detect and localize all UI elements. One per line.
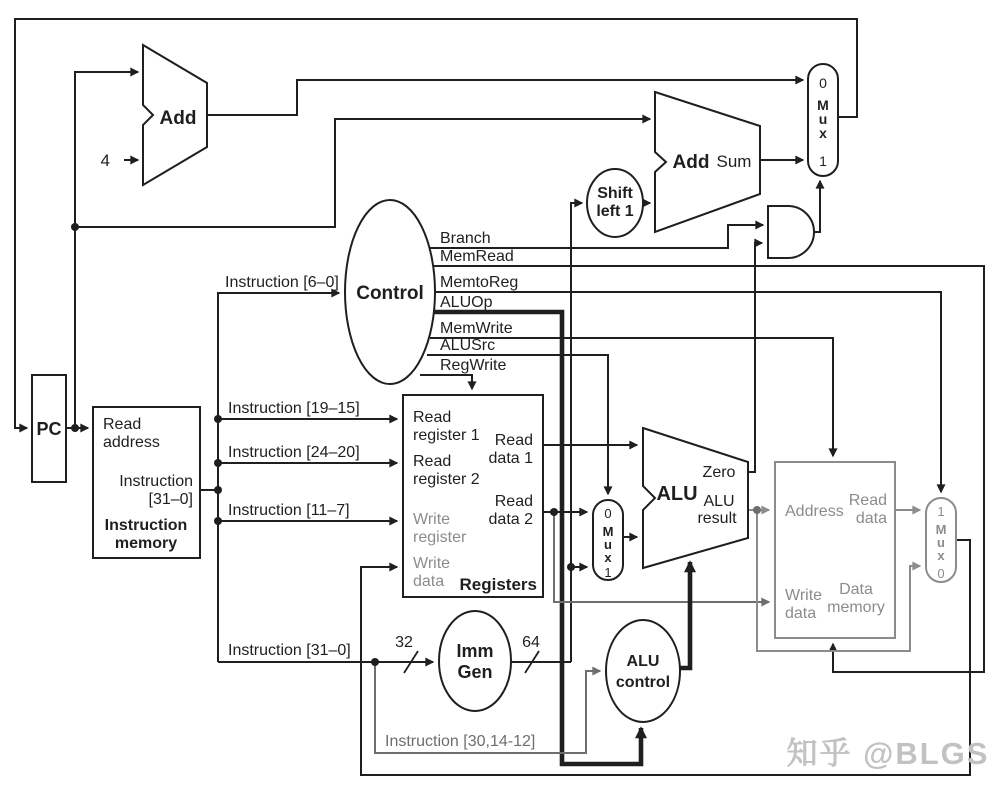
wbmux-1: 1 <box>937 504 945 519</box>
signal-aluop: ALUOp <box>440 294 493 311</box>
junction-dot <box>214 517 222 525</box>
alu-control-ellipse <box>606 620 680 722</box>
imem-name-1: Instruction <box>104 517 188 534</box>
alu-result-label-2: result <box>697 510 737 527</box>
dmem-write-data-b: data <box>785 605 817 622</box>
junction-dot <box>214 459 222 467</box>
wbmux-u: u <box>937 535 945 550</box>
watermark: 知乎 @BLGS <box>786 736 990 771</box>
junction-dot <box>71 223 79 231</box>
junction-dot <box>71 424 79 432</box>
dmem-read-data-a: Read <box>848 492 887 509</box>
wbmux-m: M <box>935 522 947 537</box>
const-4-label: 4 <box>100 151 110 170</box>
pcmux-0: 0 <box>819 75 827 91</box>
dmem-read-data-b: data <box>855 510 887 527</box>
reg-write-register-a: Write <box>413 511 451 528</box>
alumux-0: 0 <box>604 506 612 521</box>
add-branch-label: Add <box>672 152 710 173</box>
pcmux-u: u <box>818 111 828 127</box>
reg-read-register-2b: register 2 <box>413 471 480 488</box>
imem-name-2: memory <box>114 535 178 552</box>
instr-11-7-label: Instruction [11–7] <box>228 502 350 519</box>
reg-read-data-1b: data 1 <box>488 450 533 467</box>
reg-read-register-1b: register 1 <box>413 427 480 444</box>
junction-dot <box>214 415 222 423</box>
dmem-name-1: Data <box>839 581 873 598</box>
imm-gen-ellipse <box>439 611 511 711</box>
pcmux-x: x <box>819 125 827 141</box>
instr-30-14-12-label: Instruction [30,14-12] <box>385 733 536 750</box>
imem-instruction-out-2: [31–0] <box>148 491 193 508</box>
junction-dot <box>753 506 761 514</box>
and-gate-shape <box>768 206 814 258</box>
dmem-write-data-a: Write <box>785 587 823 604</box>
alumux-1: 1 <box>604 565 612 580</box>
zero-label: Zero <box>702 464 736 481</box>
imm-gen-label-2: Gen <box>457 662 493 682</box>
imem-instruction-out-1: Instruction <box>119 473 193 490</box>
reg-read-register-2a: Read <box>413 453 452 470</box>
junction-dot <box>567 563 575 571</box>
signal-memread: MemRead <box>440 248 514 265</box>
wbmux-0: 0 <box>937 566 945 581</box>
reg-write-register-b: register <box>413 529 467 546</box>
imem-read-address-1: Read <box>103 416 142 433</box>
instr-24-20-label: Instruction [24–20] <box>228 444 360 461</box>
instr-6-0-label: Instruction [6–0] <box>225 274 339 291</box>
width-64-label: 64 <box>522 634 540 651</box>
width-32-label: 32 <box>395 634 413 651</box>
signal-regwrite: RegWrite <box>440 357 507 374</box>
junction-dot <box>550 508 558 516</box>
sum-label: Sum <box>716 152 752 171</box>
alu-result-label-1: ALU <box>703 493 735 510</box>
dmem-name-2: memory <box>827 599 885 616</box>
alu-label: ALU <box>656 483 698 505</box>
reg-write-data-b: data <box>413 573 445 590</box>
pc-label: PC <box>36 419 62 439</box>
signal-memtoreg: MemtoReg <box>440 274 519 291</box>
reg-read-data-1a: Read <box>494 432 533 449</box>
junction-dot <box>214 486 222 494</box>
alumux-u: u <box>604 537 612 552</box>
dmem-address-label: Address <box>785 503 844 520</box>
reg-read-data-2b: data 2 <box>488 511 533 528</box>
alu-control-label-2: control <box>615 674 671 691</box>
wbmux-x: x <box>937 548 945 563</box>
instr-31-0-label: Instruction [31–0] <box>228 642 351 659</box>
add-pc4-label: Add <box>159 108 197 129</box>
control-label: Control <box>356 283 424 304</box>
imm-gen-label-1: Imm <box>456 641 494 661</box>
instr-19-15-label: Instruction [19–15] <box>228 400 360 417</box>
reg-read-register-1a: Read <box>413 409 452 426</box>
pcmux-m: M <box>817 97 829 113</box>
alumux-x: x <box>604 550 612 565</box>
junction-dot <box>371 658 379 666</box>
imem-read-address-2: address <box>103 434 160 451</box>
shift-left-label-1: Shift <box>597 185 633 202</box>
alu-control-label-1: ALU <box>626 653 660 670</box>
alumux-m: M <box>602 524 614 539</box>
signal-branch: Branch <box>440 230 491 247</box>
reg-write-data-a: Write <box>413 555 451 572</box>
reg-read-data-2a: Read <box>494 493 533 510</box>
shift-left-label-2: left 1 <box>596 203 634 220</box>
registers-name: Registers <box>459 575 537 594</box>
signal-alusrc: ALUSrc <box>440 337 496 354</box>
pcmux-1: 1 <box>819 153 827 169</box>
signal-memwrite: MemWrite <box>440 320 513 337</box>
